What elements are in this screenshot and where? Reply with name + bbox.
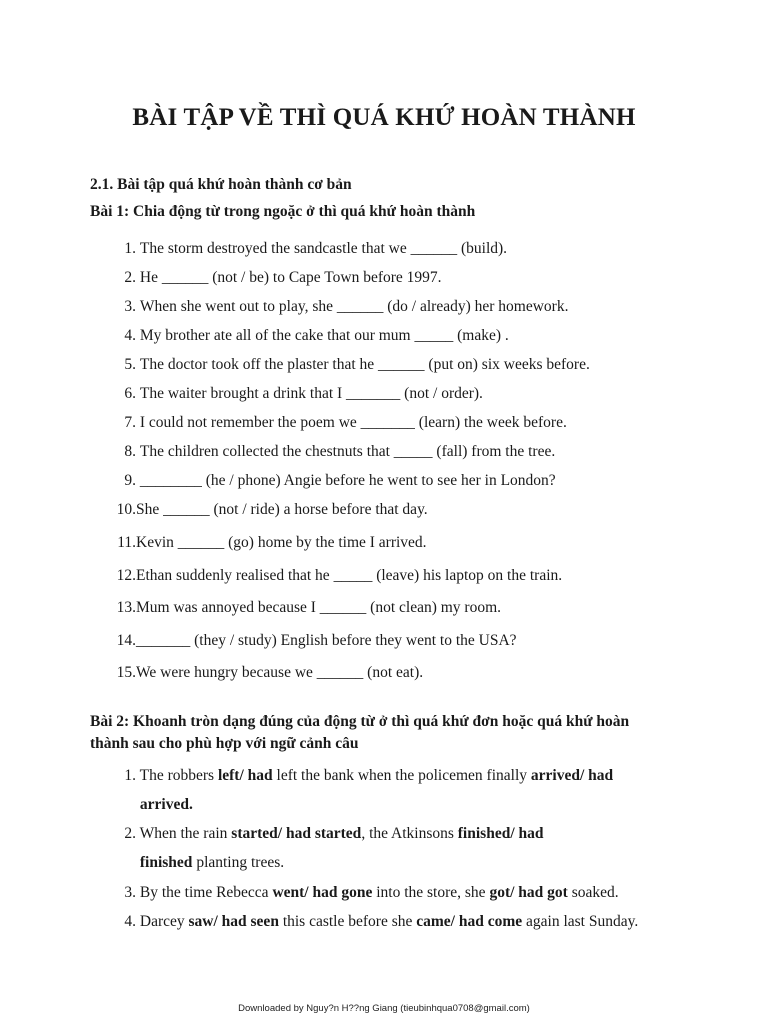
list-item [90, 884, 619, 902]
choice-option[interactable]: arrived. [139, 796, 193, 813]
list-item [90, 356, 590, 374]
item-text: this castle before she [278, 913, 417, 930]
list-item [90, 443, 555, 461]
list-item [90, 327, 509, 345]
item-text: again last Sunday. [522, 913, 639, 930]
item-text: left the bank when the policemen finally [272, 767, 531, 784]
list-item [90, 385, 483, 403]
exercise2-heading-line2: thành sau cho phù hợp với ngữ cảnh câu [90, 735, 359, 752]
list-item [90, 664, 423, 682]
list-item [90, 767, 613, 785]
item-number: 11. [117, 534, 136, 551]
item-text: Kevin ______ (go) home by the time I arrived. [136, 534, 427, 551]
item-number: 6. [124, 385, 136, 402]
list-item [90, 913, 638, 931]
item-text: The waiter brought a drink that I _______ (not / order). [139, 385, 483, 402]
item-text: The children collected the chestnuts that _____ (fall) from the tree. [139, 443, 556, 460]
item-text: When the rain [139, 825, 232, 842]
list-item [90, 796, 193, 814]
choice-option[interactable]: went/ had gone [272, 884, 373, 901]
item-number: 1. [124, 767, 136, 784]
list-item [90, 825, 544, 843]
section-heading: 2.1. Bài tập quá khứ hoàn thành cơ bản [90, 176, 352, 193]
choice-option[interactable]: arrived/ had [530, 767, 614, 784]
item-number: 13. [116, 599, 136, 616]
item-number: 8. [124, 443, 136, 460]
item-number: 10. [116, 501, 136, 518]
item-number: 2. [124, 269, 136, 286]
list-item [90, 472, 556, 490]
item-number: 14. [116, 632, 136, 649]
download-footer: Downloaded by Nguy?n H??ng Giang (tieubinhqua0708@gmail.com) [238, 1003, 530, 1014]
choice-option[interactable]: came/ had come [416, 913, 523, 930]
choice-option[interactable]: finished/ had [457, 825, 544, 842]
item-text: ________ (he / phone) Angie before he went to see her in London? [139, 472, 556, 489]
exercise2-heading-line1: Bài 2: Khoanh tròn dạng đúng của động từ ở thì quá khứ đơn hoặc quá khứ hoàn [90, 713, 630, 730]
item-text: I could not remember the poem we _______ (learn) the week before. [139, 414, 567, 431]
item-text: She ______ (not / ride) a horse before that day. [136, 501, 428, 518]
item-text: _______ (they / study) English before they went to the USA? [136, 632, 517, 649]
list-item [90, 534, 427, 552]
item-text: Ethan suddenly realised that he _____ (leave) his laptop on the train. [136, 567, 563, 584]
item-number: 1. [124, 240, 136, 257]
item-number: 3. [124, 298, 136, 315]
page-title: BÀI TẬP VỀ THÌ QUÁ KHỨ HOÀN THÀNH [132, 104, 636, 131]
item-number: 4. [124, 327, 136, 344]
item-text: , the Atkinsons [361, 825, 458, 842]
item-text: planting trees. [192, 854, 285, 871]
item-text: The robbers [139, 767, 218, 784]
item-text: We were hungry because we ______ (not eat). [136, 664, 424, 681]
item-number: 9. [124, 472, 136, 489]
list-item [90, 269, 442, 287]
list-item [90, 501, 428, 519]
item-text: Darcey [139, 913, 189, 930]
item-number: 4. [124, 913, 136, 930]
exercise2-heading [90, 711, 690, 755]
choice-option[interactable]: saw/ had seen [188, 913, 279, 930]
item-text: The doctor took off the plaster that he ______ (put on) six weeks before. [139, 356, 590, 373]
list-item [90, 240, 507, 258]
item-text: When she went out to play, she ______ (do / already) her homework. [139, 298, 569, 315]
item-number: 2. [124, 825, 136, 842]
list-item [90, 854, 284, 872]
choice-option[interactable]: left/ had [217, 767, 273, 784]
item-number: 5. [124, 356, 136, 373]
list-item [90, 298, 568, 316]
exercise1-heading: Bài 1: Chia động từ trong ngoặc ở thì quá khứ hoàn thành [90, 203, 476, 220]
item-text: soaked. [567, 884, 619, 901]
item-text: He ______ (not / be) to Cape Town before 1997. [139, 269, 442, 286]
item-number: 7. [124, 414, 136, 431]
list-item [90, 414, 567, 432]
item-number: 3. [124, 884, 136, 901]
item-text: into the store, she [372, 884, 490, 901]
item-text: The storm destroyed the sandcastle that we ______ (build). [139, 240, 508, 257]
list-item [90, 599, 501, 617]
choice-option[interactable]: started/ had started [231, 825, 362, 842]
item-number: 15. [116, 664, 136, 681]
list-item [90, 567, 562, 585]
choice-option[interactable]: finished [139, 854, 193, 871]
item-text: By the time Rebecca [139, 884, 273, 901]
choice-option[interactable]: got/ had got [489, 884, 568, 901]
list-item [90, 632, 517, 650]
item-number: 12. [116, 567, 136, 584]
item-text: My brother ate all of the cake that our mum _____ (make) . [139, 327, 509, 344]
item-text: Mum was annoyed because I ______ (not clean) my room. [136, 599, 502, 616]
